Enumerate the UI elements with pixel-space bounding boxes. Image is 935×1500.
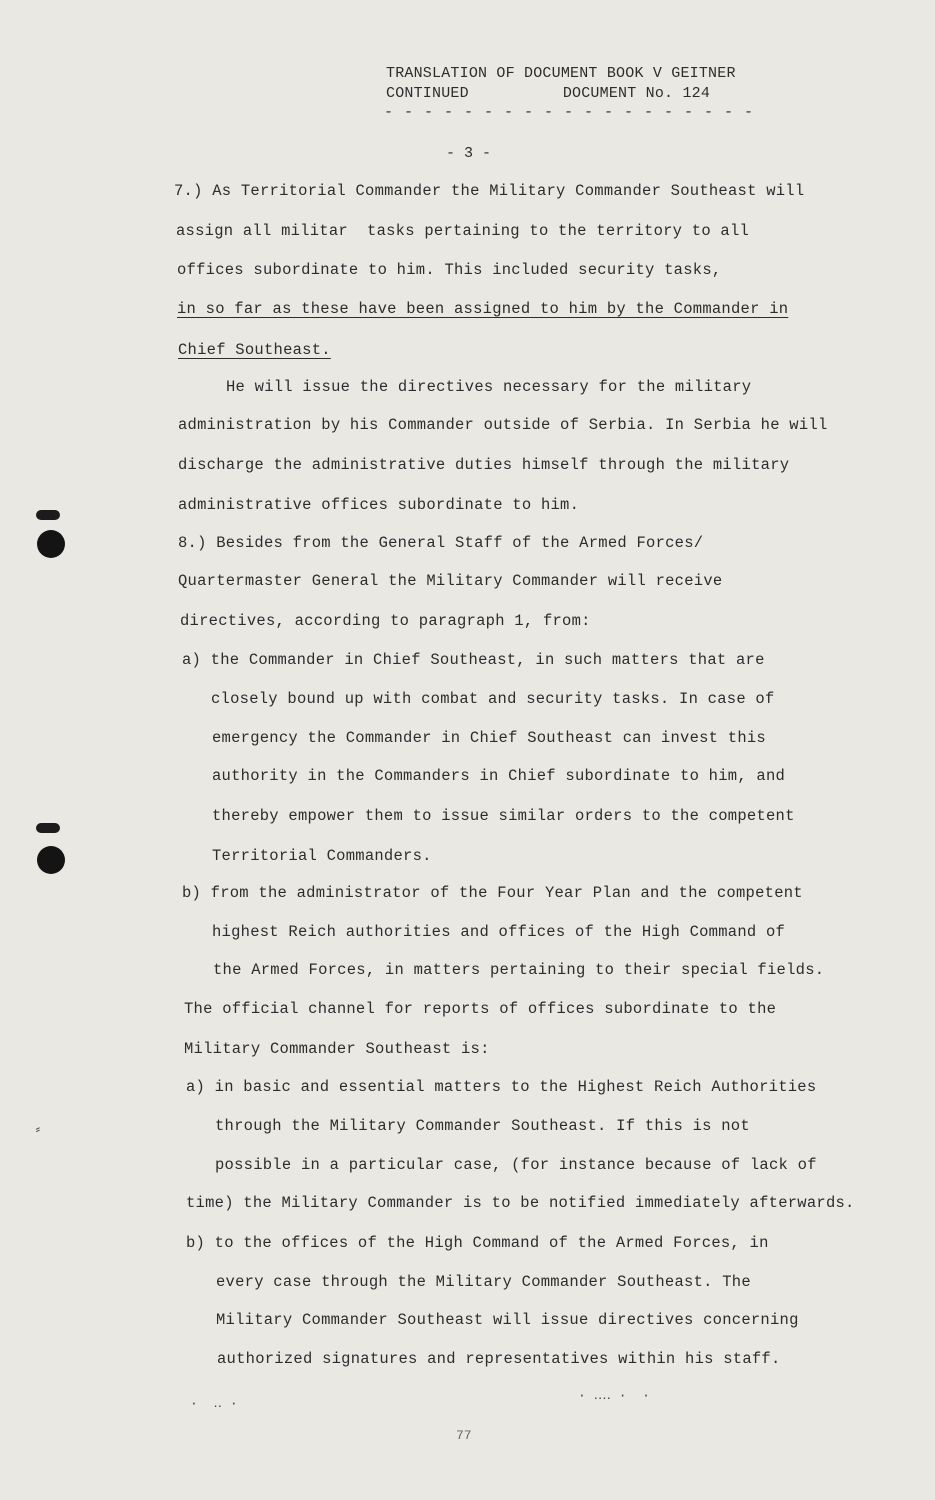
document-header — [386, 64, 736, 104]
bleed-through-left: · ‥ · — [190, 1396, 238, 1411]
punch-hole-upper — [37, 530, 65, 558]
p8-line-2: Quartermaster General the Military Commander will receive — [178, 572, 723, 590]
p8a-line-1: a) the Commander in Chief Southeast, in such matters that are — [182, 651, 765, 669]
channel-line-2: Military Commander Southeast is: — [184, 1040, 490, 1058]
punch-hole-tab-upper — [36, 510, 60, 520]
channel-a-line-2: through the Military Commander Southeast. If this is not — [215, 1117, 750, 1135]
p7-line-5: Chief Southeast. — [178, 341, 331, 359]
p8b-line-3: the Armed Forces, in matters pertaining to their special fields. — [213, 961, 825, 979]
header-document-number: DOCUMENT No. 124 — [562, 85, 711, 102]
channel-a-line-3: possible in a particular case, (for instance because of lack of — [215, 1156, 817, 1174]
p7-line-2: assign all militar tasks pertaining to the territory to all — [176, 222, 750, 240]
p8-line-3: directives, according to paragraph 1, from: — [180, 612, 591, 630]
p8b-line-1: b) from the administrator of the Four Year Plan and the competent — [182, 884, 803, 902]
channel-b-line-4: authorized signatures and representatives within his staff. — [217, 1350, 781, 1368]
header-separator: - - - - - - - - - - - - - - - - - - - — [384, 104, 755, 121]
p8b-line-2: highest Reich authorities and offices of the High Command of — [212, 923, 786, 941]
p7b-line-3: discharge the administrative duties himself through the military — [178, 456, 790, 474]
p7b-line-2: administration by his Commander outside of Serbia. In Serbia he will — [178, 416, 828, 434]
channel-b-line-1: b) to the offices of the High Command of the Armed Forces, in — [186, 1234, 769, 1252]
header-subline — [386, 84, 736, 104]
channel-line-1: The official channel for reports of offices subordinate to the — [184, 1000, 777, 1018]
footer-page-mark: 77 — [456, 1428, 472, 1443]
channel-a-line-1: a) in basic and essential matters to the Highest Reich Authorities — [186, 1078, 817, 1096]
stray-mark: ⸗ — [34, 1122, 42, 1137]
channel-a-line-4: time) the Military Commander is to be notified immediately afterwards. — [186, 1194, 855, 1212]
punch-hole-lower — [37, 846, 65, 874]
p7-line-4: in so far as these have been assigned to him by the Commander in — [177, 300, 789, 318]
p7-line-3: offices subordinate to him. This included security tasks, — [177, 261, 722, 279]
p8a-line-5: thereby empower them to issue similar orders to the competent — [212, 807, 795, 825]
p7-line-1: 7.) As Territorial Commander the Military Commander Southeast will — [174, 182, 805, 200]
channel-b-line-2: every case through the Military Commander Southeast. The — [216, 1273, 751, 1291]
p7b-line-4: administrative offices subordinate to him. — [178, 496, 580, 514]
p8-line-1: 8.) Besides from the General Staff of the Armed Forces/ — [178, 534, 704, 552]
header-title: TRANSLATION OF DOCUMENT BOOK V GEITNER — [386, 65, 736, 82]
p8a-line-3: emergency the Commander in Chief Southeast can invest this — [212, 729, 766, 747]
p8a-line-6: Territorial Commanders. — [212, 847, 432, 865]
page-number: - 3 - — [446, 145, 492, 162]
p8a-line-2: closely bound up with combat and security tasks. In case of — [211, 690, 775, 708]
header-continued: CONTINUED — [386, 85, 469, 102]
p7b-line-1: He will issue the directives necessary for the military — [226, 378, 752, 396]
punch-hole-tab-lower — [36, 823, 60, 833]
channel-b-line-3: Military Commander Southeast will issue directives concerning — [216, 1311, 799, 1329]
p8a-line-4: authority in the Commanders in Chief subordinate to him, and — [212, 767, 786, 785]
bleed-through-right: · ‥‥ · · — [578, 1388, 650, 1403]
